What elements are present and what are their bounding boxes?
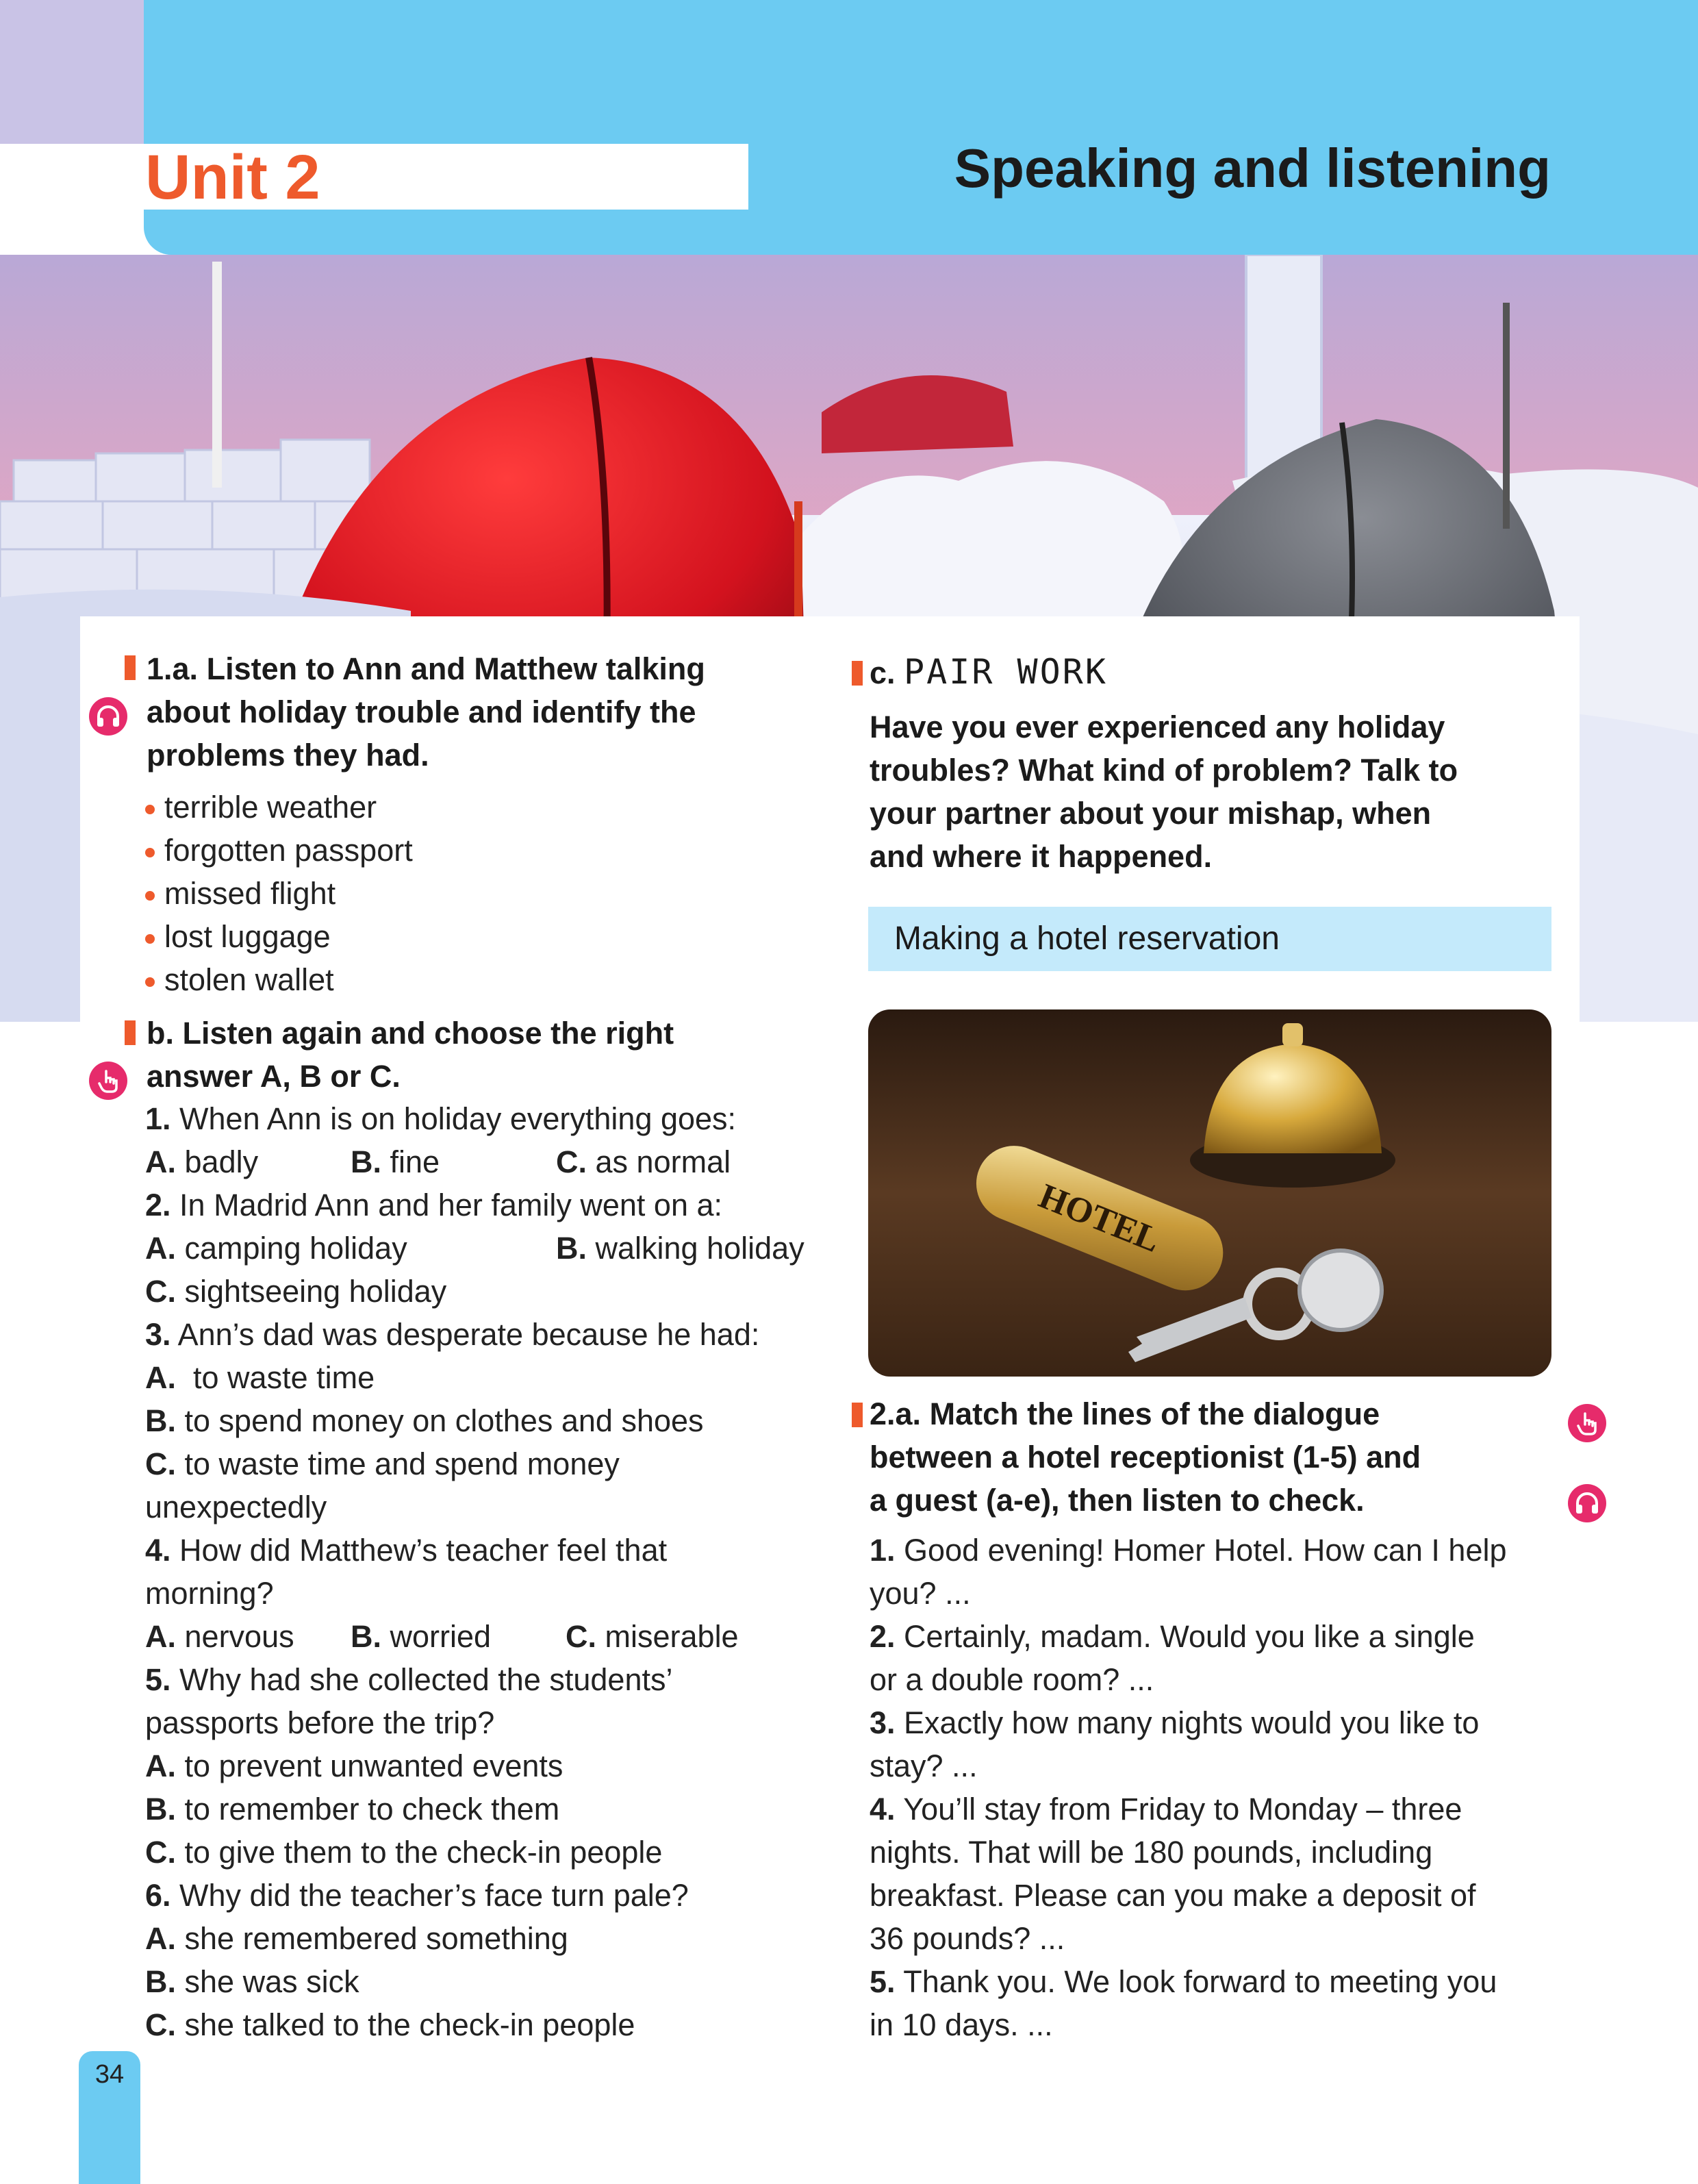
list-item: forgotten passport [145,829,413,872]
dialogue-line-4: 4. You’ll stay from Friday to Monday – three [870,1792,1462,1827]
ex1a-list [145,786,413,1001]
question-6: 6. Why did the teacher’s face turn pale? [145,1878,689,1913]
list-item: missed flight [145,872,413,915]
list-item: lost luggage [145,915,413,958]
list-item: terrible weather [145,786,413,829]
ex1a-label: 1.a. [147,651,199,686]
dialogue-line-5: 5. Thank you. We look forward to meeting you [870,1964,1497,1999]
ex1b-instruction: b. Listen again and choose the right answer A, B or C. [147,1016,674,1094]
ex1b-label: b. [147,1016,174,1051]
ex2a-label: 2.a. [870,1396,922,1431]
ex1c-marker [852,661,863,689]
ex2a-dialogue: 1. Good evening! Homer Hotel. How can I help you? ... 2. Certainly, madam. Would you like a single or a double room? ... 3. Exactly how many nights would you like to stay? ... 4. You’ll stay from Friday to Monday – three nights. That will be 180 pounds, including breakfast. Please can you make a deposit of 36 pounds? ... 5. Thank you. We look forward to meeting you in 10 days. ... [870,1529,1507,2046]
touch-icon[interactable] [89,1062,127,1100]
question-3: 3. Ann’s dad was desperate because he had: [145,1317,760,1352]
ex1c-text: Have you ever experienced any holiday troubles? What kind of problem? Talk to your partner about your mishap, when and where it happened. [870,710,1458,874]
touch-icon[interactable] [1568,1404,1606,1442]
question-5: 5. Why had she collected the students’ [145,1662,673,1697]
question-1-options: A. badly B. fine C. as normal [145,1144,731,1179]
question-4-options: A. nervous B. worried C. miserable [145,1619,739,1654]
dialogue-line-3: 3. Exactly how many nights would you like to [870,1705,1480,1740]
pair-work-title: PAIR WORK [904,652,1108,692]
hotel-key-photo [868,1009,1551,1377]
ex1b-questions: 1. When Ann is on holiday everything goes: A. badly B. fine C. as normal 2. In Madrid Ann and her family went on a: A. camping holiday B. walking holiday C. sightseeing holiday 3. Ann’s dad was desperate because he had: A. to waste time B. to spend money on clothes and shoes C. to waste time and spend money unexpectedly 4. How did Matthew’s teacher feel that morning? A. nervous B. worried C. miserable 5. Why had she collected the students’ passports before the trip? A. to prevent unwanted events B. to remember to check them C. to give them to the check-in people 6. Why did the teacher’s face turn pale? A. she remembered something B. she was sick C. she talked to the check-in people [145,1097,830,2046]
ex1a-instruction: 1.a. Listen to Ann and Matthew talking about holiday trouble and identify the problems they had. [147,651,705,773]
header-corner [0,0,144,144]
ex2a-marker [852,1403,863,1431]
dialogue-line-1: 1. Good evening! Homer Hotel. How can I help [870,1533,1507,1568]
hotel-key-tag: HOTEL [1033,1177,1166,1261]
header-band [144,0,1698,255]
headphones-icon[interactable] [1568,1484,1606,1522]
unit-label-box [0,144,748,210]
question-4: 4. How did Matthew’s teacher feel that [145,1533,668,1568]
section-title: Speaking and listening [954,138,1551,199]
ex1a-marker [125,655,136,683]
question-2-options: A. camping holiday B. walking holiday [145,1231,804,1266]
ex1c-label: c. [870,655,896,690]
hotel-section-bar [868,907,1551,971]
ex1c-heading [870,651,1108,694]
list-item: stolen wallet [145,958,413,1001]
ex2a-instruction: 2.a. Match the lines of the dialogue between a hotel receptionist (1-5) and a guest (a-e), then listen to check. [870,1396,1421,1518]
ex1b-marker [125,1020,136,1049]
question-1: 1. When Ann is on holiday everything goes: [145,1101,737,1136]
page-number: 34 [94,2060,125,2089]
dialogue-line-2: 2. Certainly, madam. Would you like a single [870,1619,1475,1654]
headphones-icon[interactable] [89,697,127,736]
unit-title: Unit 2 [145,142,320,212]
hotel-section-title: Making a hotel reservation [894,920,1280,957]
question-2: 2. In Madrid Ann and her family went on a: [145,1188,722,1222]
